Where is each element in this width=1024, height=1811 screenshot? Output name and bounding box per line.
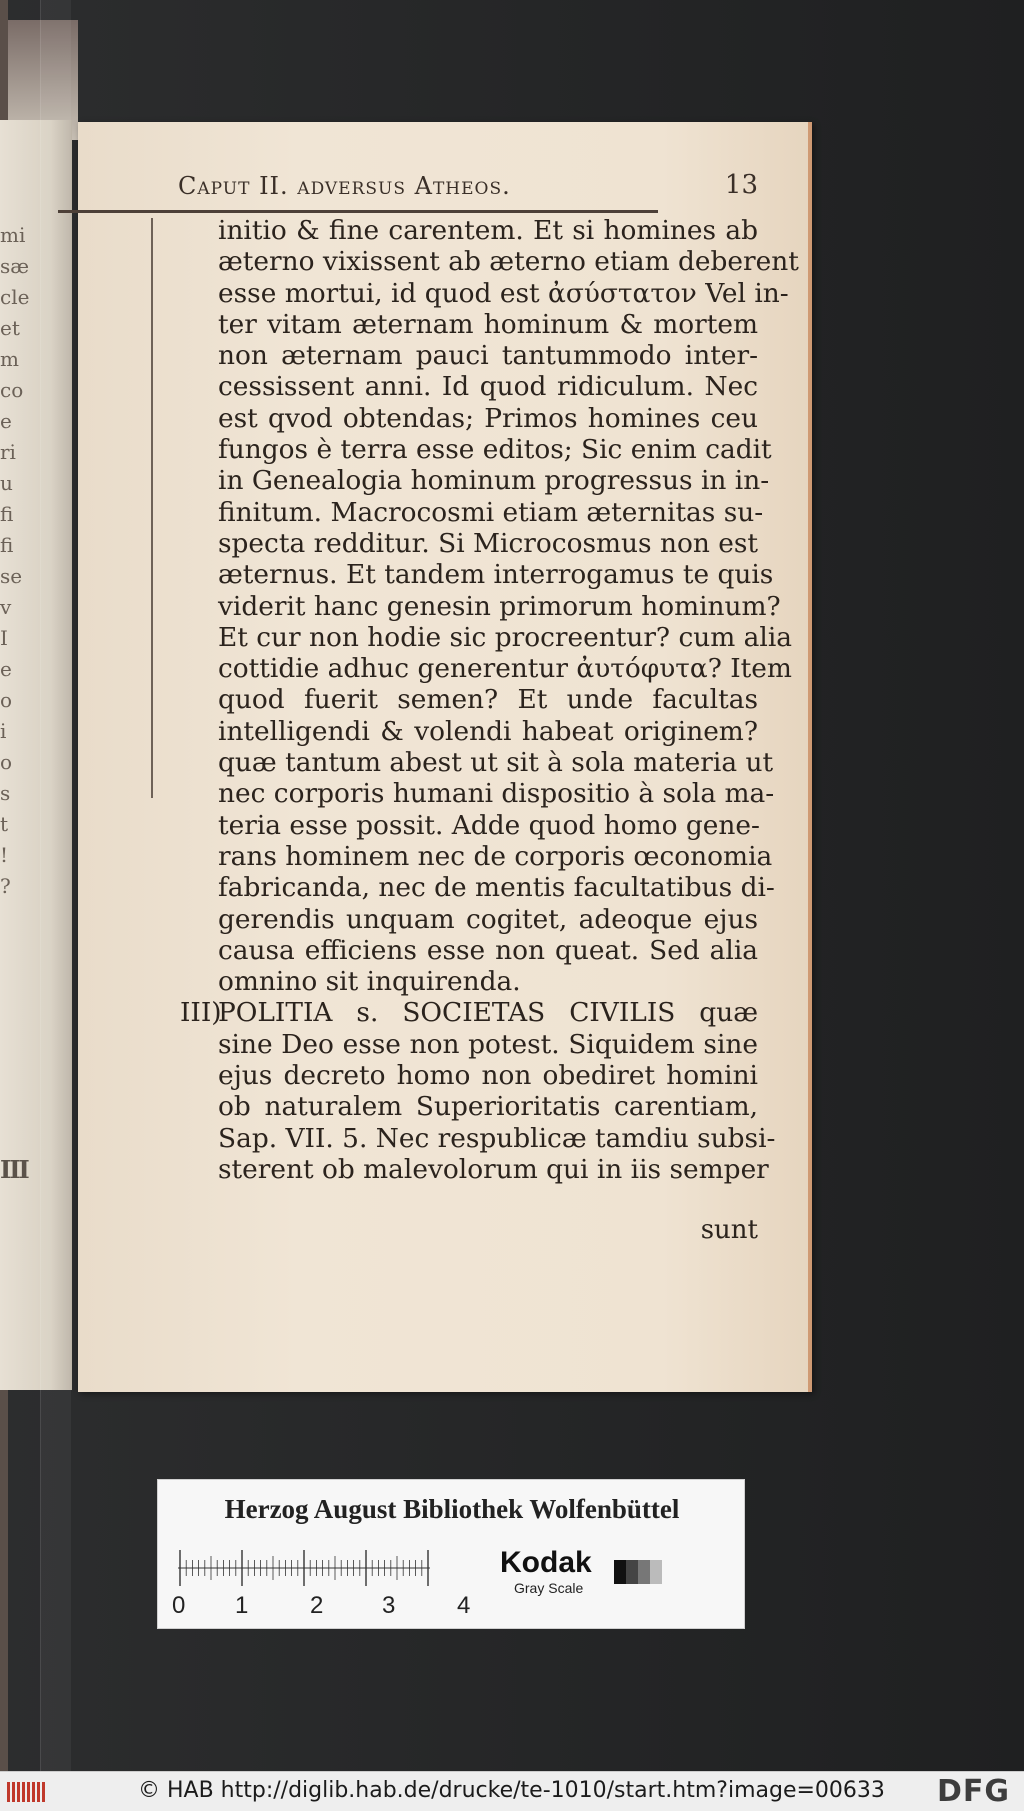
gray-swatches <box>614 1560 662 1584</box>
text-line: viderit hanc genesin primorum hominum? <box>218 590 781 622</box>
page-header <box>178 172 758 208</box>
ruler-label-2: 2 <box>310 1592 324 1619</box>
book-page <box>78 122 812 1392</box>
page-number: 13 <box>724 170 758 200</box>
section-line <box>180 997 758 1029</box>
text-line: est qvod obtendas; Primos homines ceu <box>218 402 758 434</box>
body-text <box>180 215 799 1245</box>
text-line: quæ tantum abest ut sit à sola materia ut <box>218 747 774 779</box>
text-line: cessissent anni. Id quod ridiculum. Nec <box>218 371 758 403</box>
text-line: rans hominem nec de corporis œconomia <box>218 840 773 872</box>
ruler-labels <box>172 1592 471 1620</box>
text-line: ob naturalem Superioritatis carentiam, <box>218 1091 758 1123</box>
text-line: sine Deo esse non potest. Siquidem sine <box>218 1028 758 1060</box>
footer-bar <box>0 1771 1024 1811</box>
text-line: finitum. Macrocosmi etiam æternitas su- <box>218 496 764 528</box>
text-line: omnino sit inquirenda. <box>218 966 521 998</box>
brand-subtitle: Gray Scale <box>514 1580 584 1596</box>
text-line: causa efficiens esse non queat. Sed alia <box>218 934 758 966</box>
hab-logo-icon <box>6 1780 48 1804</box>
gray-swatch <box>614 1560 626 1584</box>
text-line: teria esse possit. Adde quod homo gene- <box>218 809 760 841</box>
section-number: III) <box>180 997 222 1029</box>
permalink[interactable]: © HAB http://diglib.hab.de/drucke/te-1010/start.htm?image=00633 <box>138 1778 885 1803</box>
text-line: fabricanda, nec de mentis facultatibus di- <box>218 872 775 904</box>
text-line: ejus decreto homo non obediret homini <box>218 1060 758 1092</box>
text-line: ter vitam æternam hominum & mortem <box>218 308 758 340</box>
adjacent-section-mark: III <box>0 1155 28 1184</box>
clear-film-strip <box>40 0 71 1771</box>
text-line: sterent ob malevolorum qui in iis semper <box>218 1153 769 1185</box>
section-heading: POLITIA s. SOCIETAS CIVILIS quæ <box>218 997 758 1029</box>
text-line: cottidie adhuc generentur ἀυτόφυτα? Item <box>218 653 792 685</box>
adjacent-page-text: mi sæ cle et m co e ri u fi fi se v I e o i o s t ! ? <box>0 223 30 898</box>
ruler-label-1: 1 <box>235 1592 249 1619</box>
text-line: Et cur non hodie sic procreentur? cum alia <box>218 621 793 653</box>
ruler-scale <box>178 1548 430 1588</box>
text-line: æternus. Et tandem interrogamus te quis <box>218 559 774 591</box>
dfg-logo: DFG <box>936 1774 1010 1809</box>
gray-swatch <box>638 1560 650 1584</box>
text-line: quod fuerit semen? Et unde facultas <box>218 684 758 716</box>
gray-swatch <box>626 1560 638 1584</box>
running-title: Caput II. adversus Atheos. <box>178 172 511 200</box>
text-line: specta redditur. Si Microcosmus non est <box>218 527 758 559</box>
text-line: fungos è terra esse editos; Sic enim cadit <box>218 434 772 466</box>
text-line: initio & fine carentem. Et si homines ab <box>218 215 758 246</box>
text-line: esse mortui, id quod est ἀσύστατον Vel in- <box>218 277 789 309</box>
text-line: æterno vixissent ab æterno etiam deberent <box>218 246 799 278</box>
text-line: non æternam pauci tantummodo inter- <box>218 340 758 372</box>
ruler-label-4: 4 <box>457 1592 471 1619</box>
text-line: nec corporis humani dispositio à sola ma- <box>218 778 775 810</box>
gray-swatch <box>650 1560 662 1584</box>
catchword: sunt <box>700 1215 758 1245</box>
text-line: Sap. VII. 5. Nec respublicæ tamdiu subsi- <box>218 1122 776 1154</box>
ruler-label-3: 3 <box>382 1592 396 1619</box>
library-name: Herzog August Bibliothek Wolfenbüttel <box>224 1494 680 1524</box>
margin-rule <box>151 218 153 798</box>
ruler-label-0: 0 <box>172 1592 186 1619</box>
color-scale-card <box>157 1479 745 1629</box>
header-rule <box>58 210 658 213</box>
brand-name: Kodak <box>500 1546 592 1579</box>
text-line: gerendis unquam cogitet, adeoque ejus <box>218 903 758 935</box>
text-line: in Genealogia hominum progressus in in- <box>218 465 770 497</box>
text-line: intelligendi & volendi habeat originem? <box>218 715 758 747</box>
